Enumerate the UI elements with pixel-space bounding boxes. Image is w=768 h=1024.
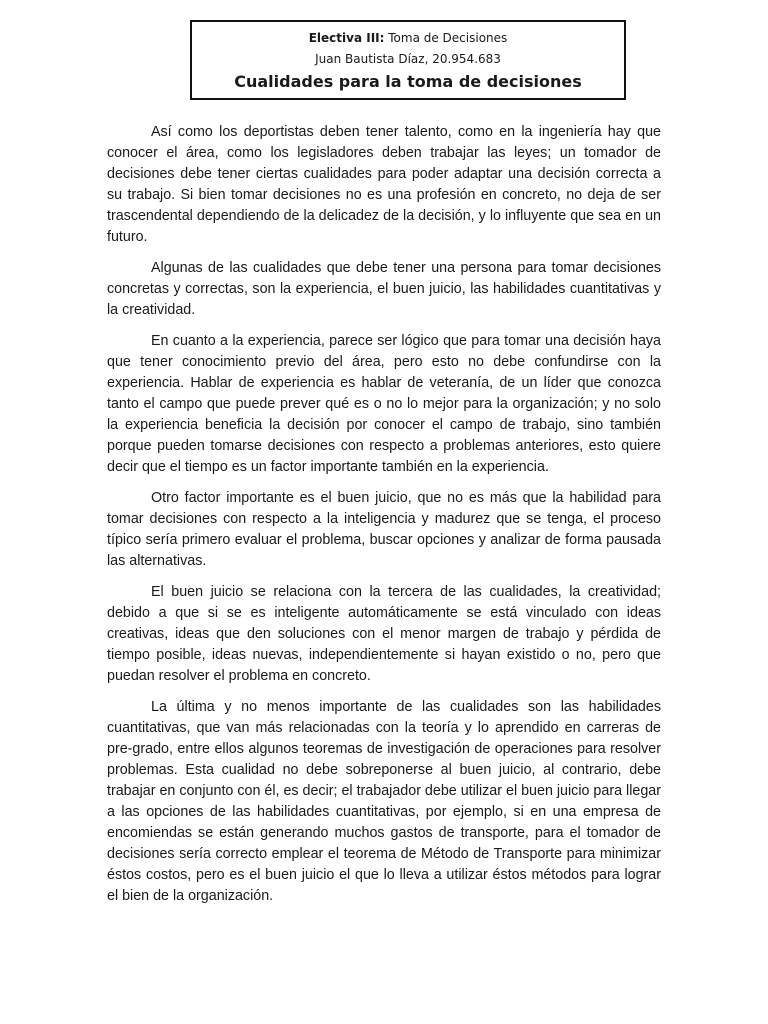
course-label: Electiva III: (308, 31, 385, 45)
document-title: Cualidades para la toma de decisiones (234, 72, 582, 91)
paragraph-3: En cuanto a la experiencia, parece ser lógico que para tomar una decisión haya que tener conocimiento previo del área, pero esto no debe confundirse con la experiencia. Hablar de experiencia es hablar de veteranía, de un líder que conozca tanto el campo que puede prever qué es o no lo mejor para la organización; y no solo la experiencia beneficia la decisión por conocer el campo de trabajo, sino también porque pueden tomarse decisiones con respecto a problemas anteriores, esto quiere decir que el tiempo es un factor importante también en la experiencia. (107, 333, 661, 475)
author-line: Juan Bautista Díaz, 20.954.683 (315, 52, 501, 66)
course-line (192, 30, 624, 46)
paragraph-4: Otro factor importante es el buen juicio, que no es más que la habilidad para tomar decisiones con respecto a la inteligencia y madurez que se tenga, el proceso típico sería primero evaluar el problema, buscar opciones y analizar de forma pausada las alternativas. (107, 490, 661, 569)
course-name: Toma de Decisiones (388, 31, 508, 45)
paragraph-5: El buen juicio se relaciona con la tercera de las cualidades, la creatividad; debido a que si se es inteligente automáticamente se está vinculado con ideas creativas, ideas que den soluciones con el menor margen de trabajo y pérdida de tiempo posible, ideas nuevas, independientemente si hayan existido o no, pero que puedan resolver el problema en concreto. (107, 584, 661, 684)
paragraph-6: La última y no menos importante de las cualidades son las habilidades cuantitativas, que van más relacionadas con la teoría y lo aprendido en carreras de pre-grado, entre ellos algunos teoremas de investigación de operaciones para resolver problemas. Esta cualidad no debe sobreponerse al buen juicio, al contrario, debe trabajar en conjunto con él, es decir; el trabajador debe utilizar el buen juicio para llegar a las opciones de las habilidades cuantitativas, por ejemplo, si en una empresa de encomiendas se están generando muchos gastos de transporte, para el tomador de decisiones sería correcto emplear el teorema de Método de Transporte para minimizar éstos costos, pero es el buen juicio el que lo lleva a utilizar éstos métodos para lograr el bien de la organización. (107, 699, 661, 904)
paragraph-1: Así como los deportistas deben tener talento, como en la ingeniería hay que conocer el área, como los legisladores deben trabajar las leyes; un tomador de decisiones debe tener ciertas cualidades para poder adaptar una decisión correcta a su trabajo. Si bien tomar decisiones no es una profesión en concreto, no deja de ser trascendental dependiendo de la delicadez de la decisión, y lo influyente que sea en un futuro. (107, 124, 661, 245)
document-header-box (190, 20, 626, 100)
paragraph-2: Algunas de las cualidades que debe tener una persona para tomar decisiones concretas y correctas, son la experiencia, el buen juicio, las habilidades cuantitativas y la creatividad. (107, 260, 661, 318)
document-body (107, 122, 661, 917)
